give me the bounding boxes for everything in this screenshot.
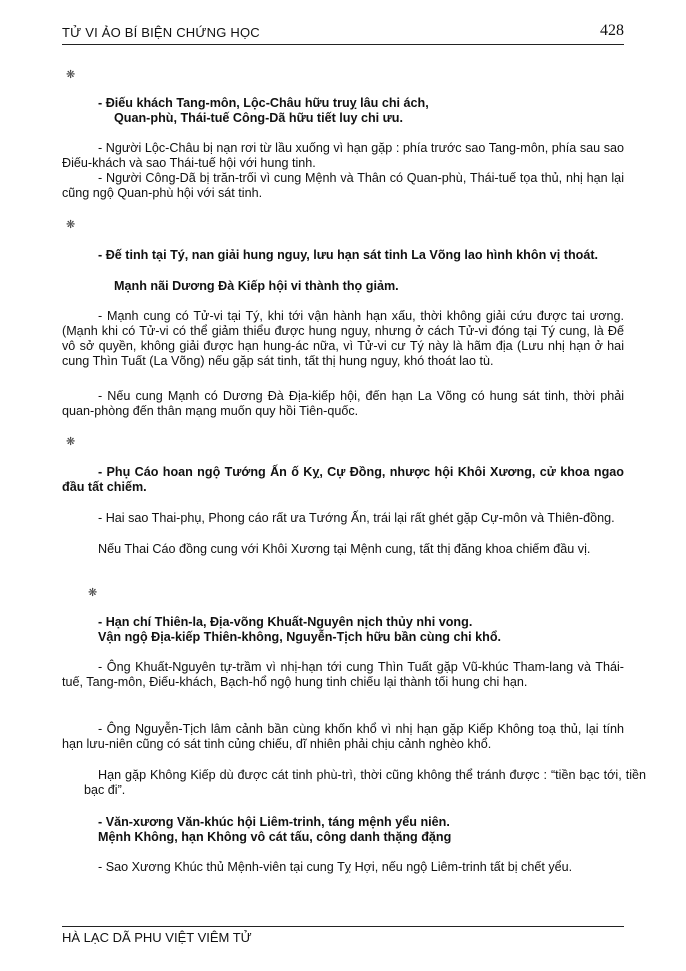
page-header bbox=[62, 24, 624, 45]
page-footer bbox=[62, 926, 624, 945]
section-4-paragraph-2: - Ông Nguyễn-Tịch lâm cảnh bần cùng khốn khổ vì nhị hạn gặp Kiếp Không toạ thủ, lại tính hạn lưu-niên cũng có sát tinh củng chiếu, dĩ nhiên phải chịu cảnh nghèo khổ. bbox=[62, 722, 624, 751]
section-2-paragraph-2: - Nếu cung Mạnh có Dương Đà Địa-kiếp hội, đến hạn La Võng có hung sát tinh, thời phải quan-phòng đến thân mạng muốn quy hồi Tiên-quốc. bbox=[62, 389, 624, 418]
section-1-paragraph-1: - Người Lộc-Châu bị nạn rơi từ lầu xuống vì hạn gặp : phía trước sao Tang-môn, phía sau sao Điếu-khách và sao Thái-tuế hội với hung tinh. bbox=[62, 141, 624, 170]
section-3-paragraph-1: - Hai sao Thai-phụ, Phong cáo rất ưa Tướng Ấn, trái lại rất ghét gặp Cự-môn và Thiên-đồng. bbox=[98, 511, 615, 525]
ornament-icon: ❋ bbox=[66, 68, 76, 81]
section-2-paragraph-1: - Mạnh cung có Tử-vi tại Tý, khi tới vận hành hạn xấu, thời không giải cứu được tai ương. (Mạnh khi có Tử-vi có thể giảm thiểu được hung nguy, nhưng ở cách Tử-vi đóng tại Tý cung, là Đế vô sở quyền, không giải được hạn hung-ác nữa, vì Tử-vi cư Tý này là hãm địa (Lưu nhị hạn ở hai cung Thìn Tuất (La Võng) nếu gặp sát tinh, tất thị hung nguy, khó thoát lao tù. bbox=[62, 309, 624, 368]
ornament-icon: ❋ bbox=[66, 218, 76, 231]
footer-author: HÀ LẠC DÃ PHU VIỆT VIÊM TỬ bbox=[62, 930, 252, 945]
book-title: TỬ VI ẢO BÍ BIỆN CHỨNG HỌC bbox=[62, 25, 260, 40]
section-1-heading-line-1: - Điếu khách Tang-môn, Lộc-Châu hữu truỵ lâu chi ách, bbox=[98, 96, 429, 110]
section-4-heading-line-1: - Hạn chí Thiên-la, Địa-võng Khuất-Nguyên nịch thủy nhi vong. bbox=[98, 615, 473, 629]
section-3-heading: - Phụ Cáo hoan ngộ Tướng Ấn ố Kỵ, Cự Đồng, nhược hội Khôi Xương, cử khoa ngao đầu tất chiếm. bbox=[62, 465, 624, 494]
ornament-icon: ❋ bbox=[88, 586, 98, 599]
section-5-paragraph-1: - Sao Xương Khúc thủ Mệnh-viên tại cung Tỵ Hợi, nếu ngộ Liêm-trinh tất bị chết yểu. bbox=[98, 860, 573, 874]
section-5-heading-line-2: Mệnh Không, hạn Không vô cát tấu, công danh thặng đặng bbox=[98, 830, 452, 844]
section-1-paragraph-2: - Người Công-Dã bị trăn-trối vì cung Mệnh và Thân có Quan-phù, Thái-tuế tọa thủ, nhị hạn lại cũng ngộ Quan-phù hội với sát tinh. bbox=[62, 171, 624, 200]
section-1-heading-line-2: Quan-phù, Thái-tuế Công-Dã hữu tiết luy chi ưu. bbox=[114, 111, 403, 125]
section-2-heading-line-1: - Đế tinh tại Tý, nan giải hung nguy, lưu hạn sát tinh La Võng lao hình khôn vị thoát. bbox=[98, 248, 599, 262]
section-4-heading-line-2: Vận ngộ Địa-kiếp Thiên-không, Nguyễn-Tịch hữu bần cùng chi khổ. bbox=[98, 630, 502, 644]
page-number: 428 bbox=[600, 22, 624, 39]
section-5-heading-line-1: - Văn-xương Văn-khúc hội Liêm-trinh, táng mệnh yểu niên. bbox=[98, 815, 450, 829]
ornament-icon: ❋ bbox=[66, 435, 76, 448]
section-2-heading-line-2: Mạnh nãi Dương Đà Kiếp hội vi thành thọ giảm. bbox=[114, 279, 399, 293]
section-4-paragraph-1: - Ông Khuất-Nguyên tự-trầm vì nhị-hạn tới cung Thìn Tuất gặp Vũ-khúc Tham-lang và Thái-tuế, Tang-môn, Điếu-khách, Bạch-hổ ngộ hung tinh chiếu lại thành tối hung chi hạn. bbox=[62, 660, 624, 689]
section-3-paragraph-2: Nếu Thai Cáo đồng cung với Khôi Xương tại Mệnh cung, tất thị đăng khoa chiếm đầu vị. bbox=[98, 542, 591, 556]
section-4-paragraph-3: Hạn gặp Không Kiếp dù được cát tinh phù-trì, thời cũng không thể tránh được : “tiền bạc tới, tiền bạc đi”. bbox=[84, 768, 646, 797]
